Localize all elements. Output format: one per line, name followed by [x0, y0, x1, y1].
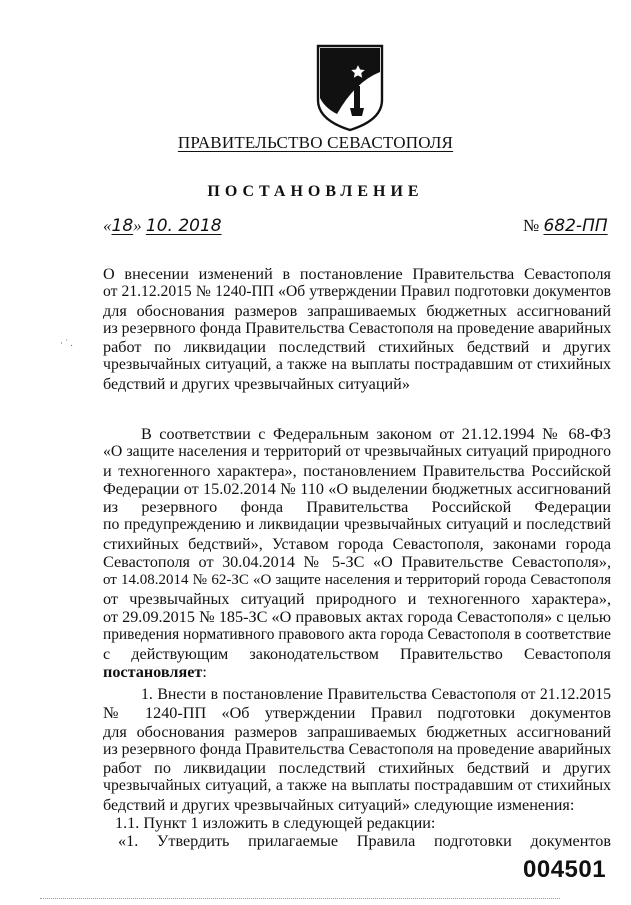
sevastopol-coat-of-arms-icon	[315, 42, 385, 132]
item1-line: чрезвычайных ситуаций, а также на выплаты пострадавшим от стихийных	[103, 777, 611, 795]
item-1	[103, 686, 611, 851]
preamble-line: «О защите населения и территорий от чрезвычайных ситуаций природного	[103, 443, 611, 461]
item1-line: № 1240-ПП «Об утверждении Правил подготовки документов	[103, 704, 611, 723]
preamble-line: и техногенного характера», постановлением Правительства Российской	[103, 461, 611, 480]
title-line: чрезвычайных ситуаций, а также на выплаты пострадавшим от стихийных	[103, 356, 611, 374]
preamble-line: от 14.08.2014 № 62-ЗС «О защите населения и территорий города Севастополя	[103, 572, 611, 589]
preamble-line: стихийных бедствий», Уставом города Севастополя, законами города	[103, 534, 611, 553]
document-title	[103, 265, 611, 393]
scan-edge	[40, 898, 560, 900]
item1-line: из резервного фонда Правительства Севастополя на проведение аварийных	[103, 740, 612, 758]
preamble	[103, 425, 611, 681]
resolves-word: постановляет	[103, 662, 203, 681]
preamble-line: приведения нормативного правового акта города Севастополя в соответствие	[103, 626, 611, 644]
title-line: бедствий и других чрезвычайных ситуаций»	[103, 374, 410, 393]
item1-line: 1. Внести в постановление Правительства Севастополя от 21.12.2015	[141, 686, 611, 703]
preamble-line: из резервного фонда Правительства Российской Федерации	[103, 498, 611, 517]
item1-line: для обоснования размеров запрашиваемых бюджетных ассигнований	[103, 722, 611, 741]
item11-line: 1.1. Пункт 1 изложить в следующей редакции:	[115, 814, 436, 833]
item1-line: работ по ликвидации последствий стихийных бедствий и других	[103, 759, 611, 778]
document-date: «18» 10. 2018	[103, 216, 222, 236]
title-line: от 21.12.2015 № 1240-ПП «Об утверждении Правил подготовки документов	[103, 283, 611, 301]
title-line: работ по ликвидации последствий стихийных бедствий и других	[103, 338, 611, 357]
item1-line: бедствий и других чрезвычайных ситуаций» следующие изменения:	[103, 795, 575, 814]
resolves-line: постановляет:	[103, 662, 207, 681]
preamble-line: Федерации от 15.02.2014 № 110 «О выделении бюджетных ассигнований	[103, 479, 611, 498]
title-line: для обоснования размеров запрашиваемых бюджетных ассигнований	[103, 301, 611, 320]
preamble-line: от чрезвычайных ситуаций природного и техногенного характера»,	[103, 589, 611, 608]
scan-specks: · ˙ .	[60, 338, 73, 348]
preamble-line: Севастополя от 30.04.2014 № 5-ЗС «О Правительстве Севастополя»,	[103, 553, 611, 572]
preamble-line: В соответствии с Федеральным законом от 21.12.1994 № 68-ФЗ	[141, 425, 611, 443]
item11-quote-line: «1. Утвердить прилагаемые Правила подготовки документов	[118, 832, 611, 851]
document-type: ПОСТАНОВЛЕНИЕ	[207, 183, 424, 200]
document-number: № 682-ПП	[523, 216, 608, 236]
preamble-line: от 29.09.2015 № 185-ЗС «О правовых актах города Севастополя» с целью	[103, 607, 611, 626]
preamble-line: по предупреждению и ликвидации чрезвычайных ситуаций и последствий	[103, 516, 611, 534]
preamble-line: с действующим законодательством Правительство Севастополя	[103, 644, 611, 663]
sheet-number: 004501	[523, 856, 607, 883]
title-line: О внесении изменений в постановление Правительства Севастополя	[103, 265, 611, 283]
organization-name: ПРАВИТЕЛЬСТВО СЕВАСТОПОЛЯ	[177, 133, 454, 152]
title-line: из резервного фонда Правительства Севастополя на проведение аварийных	[103, 319, 612, 337]
